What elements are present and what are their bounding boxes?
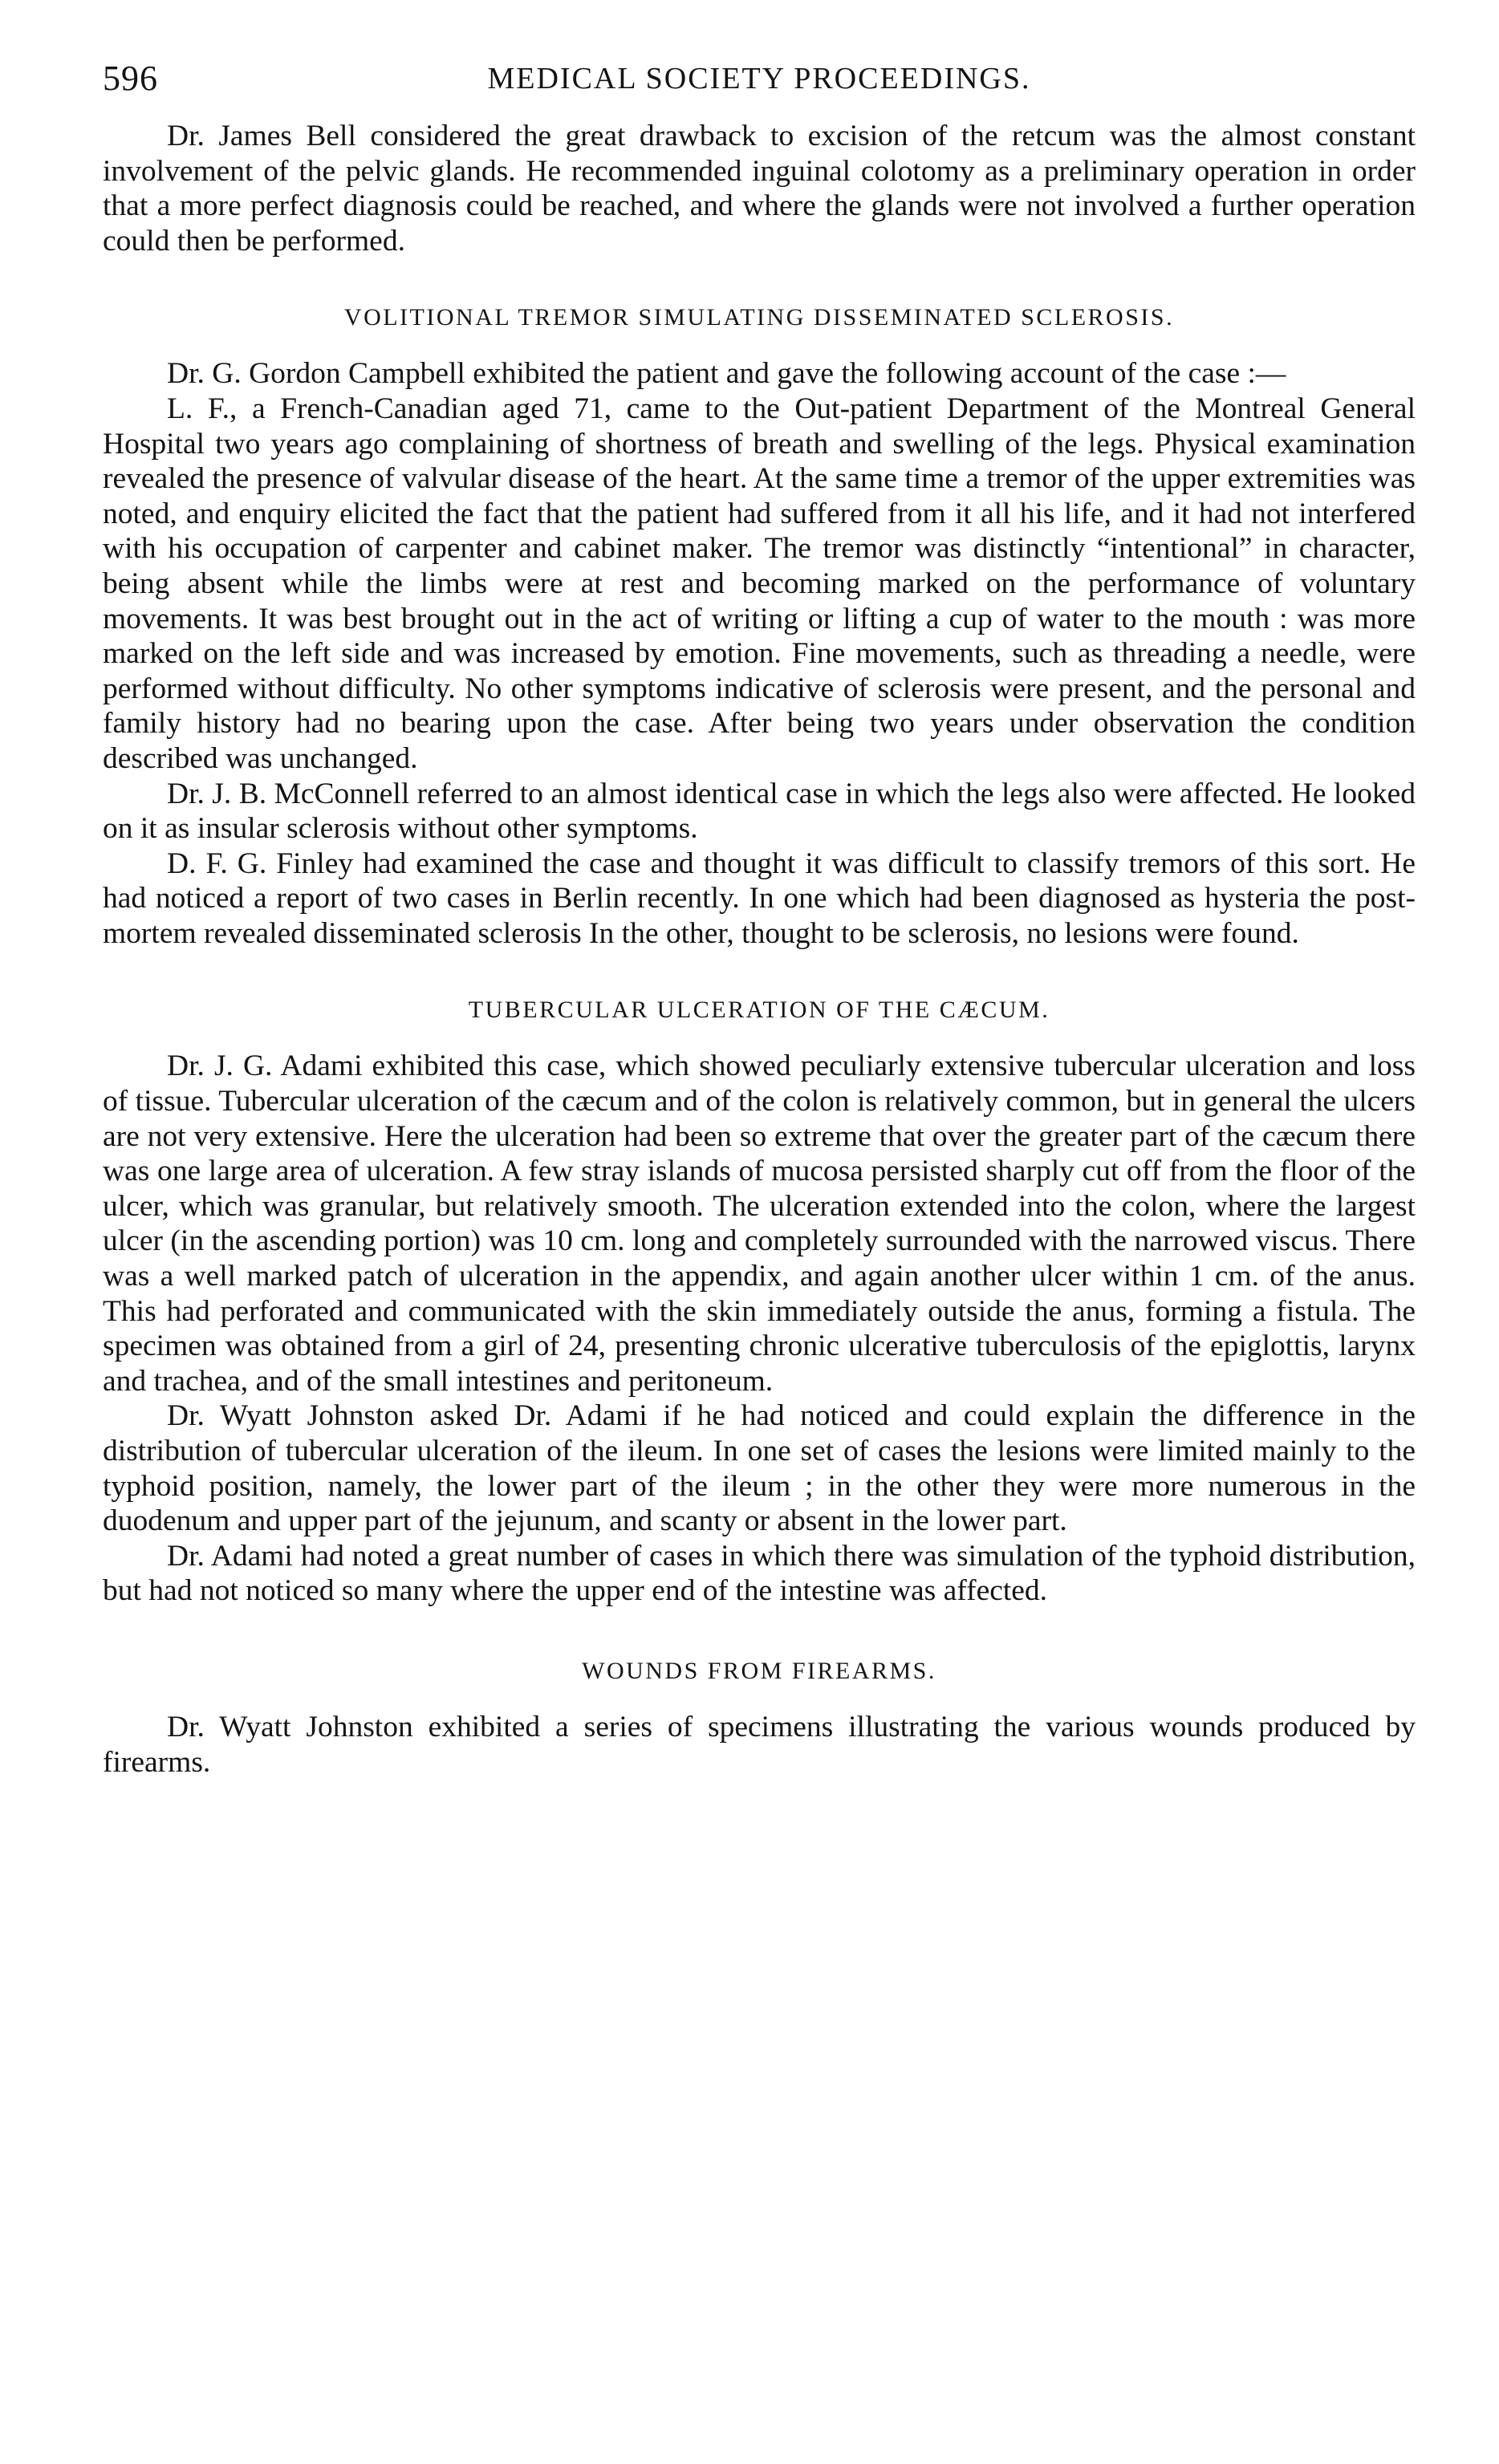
- paragraph: Dr. J. G. Adami exhibited this case, which showed peculiarly extensive tubercular ulceration and loss of tissue. Tubercular ulceration of the cæcum and of the colon is relatively common, but in general the ulcers are not very extensive. Here the ulceration had been so extreme that over the greater part of the cæcum there was one large area of ulceration. A few stray islands of mucosa persisted sharply cut off from the floor of the ulcer, which was granular, but relatively smooth. The ulceration extended into the colon, where the largest ulcer (in the ascending portion) was 10 cm. long and completely surrounded with the narrowed viscus. There was a well marked patch of ulceration in the appendix, and again another ulcer within 1 cm. of the anus. This had perforated and communicated with the skin immediately outside the anus, forming a fistula. The specimen was obtained from a girl of 24, presenting chronic ulcerative tuberculosis of the epiglottis, larynx and trachea, and of the small intestines and peritoneum.: [103, 1049, 1416, 1398]
- section-heading-volitional-tremor: VOLITIONAL TREMOR SIMULATING DISSEMINATED SCLEROSIS.: [343, 304, 1175, 331]
- paragraph: Dr. J. B. McConnell referred to an almost identical case in which the legs also were affected. He looked on it as insular sclerosis without other symptoms.: [103, 777, 1416, 846]
- paragraph: L. F., a French-Canadian aged 71, came to the Out-patient Department of the Montreal General Hospital two years ago complaining of shortness of breath and swelling of the legs. Physical examination revealed the presence of valvular disease of the heart. At the same time a tremor of the upper extremities was noted, and enquiry elicited the fact that the patient had suffered from it all his life, and it had not interfered with his occupation of carpenter and cabinet maker. The tremor was distinctly “intentional” in character, being absent while the limbs were at rest and becoming marked on the performance of voluntary movements. It was best brought out in the act of writing or lifting a cup of water to the mouth : was more marked on the left side and was increased by emotion. Fine movements, such as threading a needle, were performed without difficulty. No other symptoms indicative of sclerosis were present, and the personal and family history had no bearing upon the case. After being two years under observation the condition described was unchanged.: [103, 392, 1416, 775]
- running-title: MEDICAL SOCIETY PROCEEDINGS.: [487, 62, 1031, 95]
- paragraph: Dr. G. Gordon Campbell exhibited the patient and gave the following account of the case :—: [167, 357, 1286, 391]
- section-heading-tubercular-ulceration: TUBERCULAR ULCERATION OF THE CÆCUM.: [468, 997, 1050, 1024]
- intro-paragraph: Dr. James Bell considered the great drawback to excision of the retcum was the almost constant involvement of the pelvic glands. He recommended inguinal colotomy as a preliminary operation in order that a more perfect diagnosis could be reached, and where the glands were not involved a further operation could then be performed.: [103, 120, 1416, 258]
- section-heading-wounds-from-firearms: WOUNDS FROM FIREARMS.: [582, 1657, 936, 1684]
- paragraph: Dr. Adami had noted a great number of cases in which there was simulation of the typhoid distribution, but had not noticed so many where the upper end of the intestine was affected.: [103, 1539, 1416, 1608]
- paragraph: D. F. G. Finley had examined the case and thought it was difficult to classify tremors of this sort. He had noticed a report of two cases in Berlin recently. In one which had been diagnosed as hysteria the post-mortem revealed disseminated sclerosis In the other, thought to be sclerosis, no lesions were found.: [103, 846, 1416, 950]
- paragraph: Dr. Wyatt Johnston exhibited a series of specimens illustrating the various wounds produced by firearms.: [103, 1710, 1416, 1779]
- paragraph: Dr. Wyatt Johnston asked Dr. Adami if he had noticed and could explain the difference in the distribution of tubercular ulceration of the ileum. In one set of cases the lesions were limited mainly to the typhoid position, namely, the lower part of the ileum ; in the other they were more numerous in the duodenum and upper part of the jejunum, and scanty or absent in the lower part.: [103, 1399, 1416, 1538]
- document-page: [103, 58, 1416, 1780]
- running-head: [103, 58, 1416, 106]
- page-number: 596: [103, 59, 158, 98]
